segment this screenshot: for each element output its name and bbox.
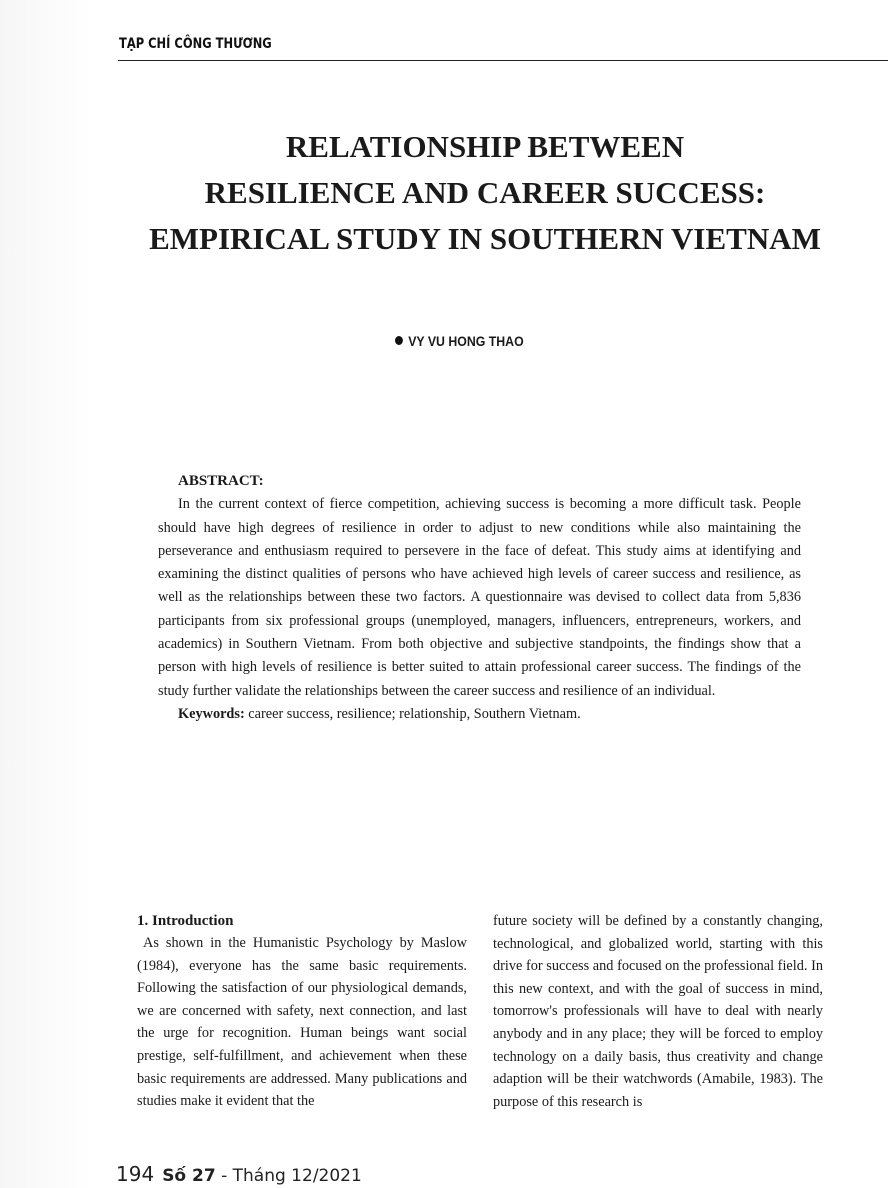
title-line: EMPIRICAL STUDY IN SOUTHERN VIETNAM [149,221,821,256]
right-column [493,910,823,1113]
page-number: 194 [116,1162,155,1186]
footer-separator: - [221,1166,228,1186]
journal-name: TẠP CHÍ CÔNG THƯƠNG [119,36,272,52]
keywords [158,703,801,726]
issue-number: Số 27 [162,1166,216,1186]
section-heading-introduction: 1. Introduction [137,913,234,929]
title-line: RELATIONSHIP BETWEEN [285,129,685,164]
keywords-list: career success, resilience; relationship, Southern Vietnam. [248,705,581,722]
author-name: VY VU HONG THAO [408,333,524,349]
introduction-paragraph-right: future society will be defined by a constantly changing, technological, and globalized world, starting with this drive for success and focused on the professional field. In this new context, and with the goal of success in mind, tomorrow's professionals will have to deal with nearly anybody and in any place; they will be forced to employ technology on a daily basis, thus creativity and change adaption will be their watchwords (Amabile, 1983). The purpose of this research is [493,913,823,1110]
title-line: RESILIENCE AND CAREER SUCCESS: [204,175,766,210]
article-title [100,124,870,262]
abstract-section [158,470,801,726]
abstract-heading: ABSTRACT: [178,473,264,489]
scan-margin-shadow [0,0,95,1188]
abstract-body: In the current context of fierce competition, achieving success is becoming a more difficult task. People should have high degrees of resilience in order to adjust to new conditions while also maintaining the perseverance and enthusiasm required to persevere in the face of defeat. This study aims at identifying and examining the distinct qualities of persons who have achieved high levels of career success and resilience, as well as the relationships between these two factors. A questionnaire was devised to collect data from 5,836 participants from six professional groups (unemployed, managers, influencers, entrepreneurs, workers, and academics) in Southern Vietnam. From both objective and subjective standpoints, the findings show that a person with high levels of resilience is better suited to attain professional career success. The findings of the study further validate the relationships between the career success and resilience of an individual. [158,496,801,699]
bullet-icon [395,336,403,345]
author-byline [395,333,524,349]
left-column [137,910,467,1113]
keywords-label: Keywords: [178,705,245,722]
introduction-paragraph-left: As shown in the Humanistic Psychology by Maslow (1984), everyone has the same basic requirements. Following the satisfaction of our physiological demands, we are concerned with safety, next connection, and last the urge for recognition. Human beings want social prestige, self-fulfillment, and achievement when these basic requirements are addressed. Many publications and studies make it evident that the [137,935,467,1110]
header-rule [118,60,888,61]
page-footer [116,1162,362,1186]
issue-date: Tháng 12/2021 [232,1166,362,1186]
